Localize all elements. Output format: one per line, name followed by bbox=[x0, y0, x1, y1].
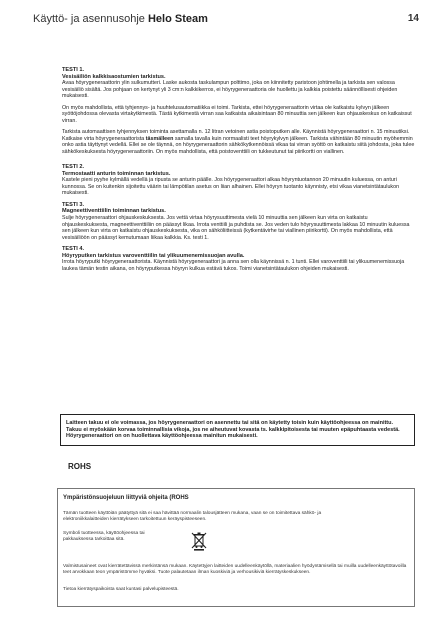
test-2 bbox=[62, 164, 415, 197]
test-paragraph: Kastele pieni pyyhe kylmällä vedellä ja ripusta se anturin päälle. Jos höyrygeneraattori alkaa höyryntuotannon 20 minuutin kuluessa, on anturi kunnossa. Se on kuitenkin sijoitettu väärin tai lämpötilan asetus on liian alhainen. Ellei höyryn tuotanto käynnisty, etsi vikaa vianetsintätaulukon mukaisesti. bbox=[62, 177, 400, 197]
test-paragraph: On myös mahdollista, että tyhjennys- ja huuhtelusautomatiikka ei toimi. Tarkista, ettei höyrygeneraattorin virtaa ole katkaistu kylvyn jälkeen syöttöjohdossa olevasta virtakytkimestä. Tästä kytkimestä virran saa katkaista aikaisintaan 80 minuuttia sen jälkeen kun ohjauskeskus on katkaissut virran. bbox=[62, 104, 412, 124]
crossed-out-bin-icon bbox=[190, 531, 208, 551]
test-subtitle: Termostaatti anturin toiminnan tarkistus. bbox=[62, 170, 171, 177]
warning-line: Höyrygeneraattori on on huollettava käyttöohjeessa mainitun mukaisesti. bbox=[66, 433, 258, 440]
rohs-heading: ROHS bbox=[68, 462, 92, 471]
product-name: Helo Steam bbox=[147, 13, 208, 25]
document-title bbox=[33, 13, 208, 25]
text-segment: Tarkista automaattisen tyhjennyksen toiminta asettamalla n. 12 litran vetoinen astia poistoputken alle. Käynnistä höyrygeneraattori n. 15 minuutiksi. Katkaise virta höyrygeneraattorista bbox=[62, 129, 410, 142]
test-paragraph: Avaa höyrygeneraattorin ylin sulkumutteri. Laske aukosta taskulampun polttimo, joka on kiinnitetty paristoon johtimella ja tarkista sen valossa vesisäiliö sisältä. Jos pohjaan on kertynyt yli 3 cm:n kalkkikerros, ei höyrygeneraattoria ole huollettu ja kalkkia poistettu säännöllisesti ohjeiden mukaisesti. bbox=[62, 80, 398, 100]
warning-line: Takuu ei myöskään korvaa toiminnallisia vikoja, jos ne aiheutuvat kovasta ts. kalkkipitoisesta tai muuten epäpuhtaasta vedestä. bbox=[66, 426, 400, 433]
test-paragraph: Sulje höyrygeneraattori ohjauskeskuksesta. Jos vettä virtaa höyrysuuttimesta vielä 10 minuuttia sen jälkeen kun virta on katkaistu ohjauskeskuksesta, magneettiventtiiliin on päässyt likaa. Irrota venttiili ja puhdista se. Jos veden tulo höyrysuuttimesta lakkaa 10 minuutin kuluessa sen jälkeen kun virta on katkaistu ohjauskeskuksesta, vika on sähköliitteissä (kytkentävirhe tai viallinen piirikortti). On myös mahdollista, että vesisäiliöön on päässyt kemutumaan liikaa kalkkia. Ks. testi 1. bbox=[62, 215, 410, 241]
page-number: 14 bbox=[407, 13, 419, 24]
document-title-prefix: Käyttö- ja asennusohje bbox=[33, 13, 148, 25]
test-4 bbox=[62, 246, 415, 272]
test-paragraph bbox=[62, 129, 415, 155]
recycling-instructions: Valmistusaineet ovat kierrätettävissä merkintänsä mukaan. Käytettyjen laitteiden uudelleenkäytöllä, materiaalien hyödyntämisellä tai muilla uudelleenkäyttötavoilla teet arvokkaan teon ympäristömme hyväksi. Tuote palautetaan ilman kuoskiviä ja verhousikiviä kierrätyskeskukseen. bbox=[63, 564, 407, 575]
test-number: TESTI 3. bbox=[62, 201, 85, 208]
test-1 bbox=[62, 67, 415, 155]
emphasis-text: täsmälleen bbox=[145, 135, 174, 142]
test-paragraph: Irrota höyryputki höyrygeneraattorista. Käynnistä höyrygeneraattori ja anna sen olla käynnissä n. 1 tunti. Ellei varoventtiili tai ylikuumenemissuoja laukea tämän testin aikana, on höyryputkessa höyryn kulkua estävä tukos. Toimi vianetsintätaulukon ohjeiden mukaisesti. bbox=[62, 259, 405, 272]
disposal-intro-text: Tämän tuotteen käyttöiän päätyttyä sitä ei saa hävittää normaalin talousjätteen mukana, vaan se on toimitettava sähkö- ja elektroniikkalaitteiden kierrätykseen tarkoitettuun keräyspisteeseen. bbox=[63, 511, 322, 522]
recycling-info-text: Tietoa kierrätyspaikoista saat kuntasi palvelupisteestä. bbox=[63, 587, 179, 592]
environment-info-box bbox=[57, 488, 415, 607]
test-number: TESTI 2. bbox=[62, 164, 85, 171]
warranty-warning-box bbox=[60, 414, 415, 446]
test-subtitle: Vesisäiliön kalkkisaostumien tarkistus. bbox=[62, 73, 166, 80]
test-number: TESTI 4. bbox=[62, 246, 85, 253]
symbol-description: Symboli tuotteessa, käyttöohjeessa tai pakkauksessa tarkoittaa sitä. bbox=[63, 531, 145, 542]
environment-box-title: Ympäristönsuojeluun liittyviä ohjeita (ROHS bbox=[63, 495, 189, 501]
page-header bbox=[33, 13, 419, 33]
text-segment: samalla tavalla kuin normaalisti teet höyrykylvyn jälkeen. Tarkista vähintään 80 minuutin myöhemmin onko astia täyttynyt vedellä. Ellei se ole täynnä, on höyrygeneraattorin sähkökytkennöissä vikaa tai virran syöttö on katkaistu siitä johdosta, joka tulee sähkökeskuksesta höyrygeneraattoriin. On myös mahdollista, että poistoventtiili on tukkeutunut tai piirikortti on viallinen. bbox=[62, 135, 415, 155]
test-3 bbox=[62, 202, 415, 241]
test-number: TESTI 1. bbox=[62, 67, 85, 73]
warning-line: Laitteen takuu ei ole voimassa, jos höyrygeneraattori on asennettu tai sitä on käytetty toisin kuin käyttöohjeessa on mainittu. bbox=[66, 420, 394, 426]
tests-section bbox=[62, 67, 415, 277]
test-subtitle: Höyryputken tarkistus varoventtiilin tai ylikuumenemissuojan avulla. bbox=[62, 252, 245, 259]
test-subtitle: Magneettiventtiilin toiminnan tarkistus. bbox=[62, 208, 166, 215]
